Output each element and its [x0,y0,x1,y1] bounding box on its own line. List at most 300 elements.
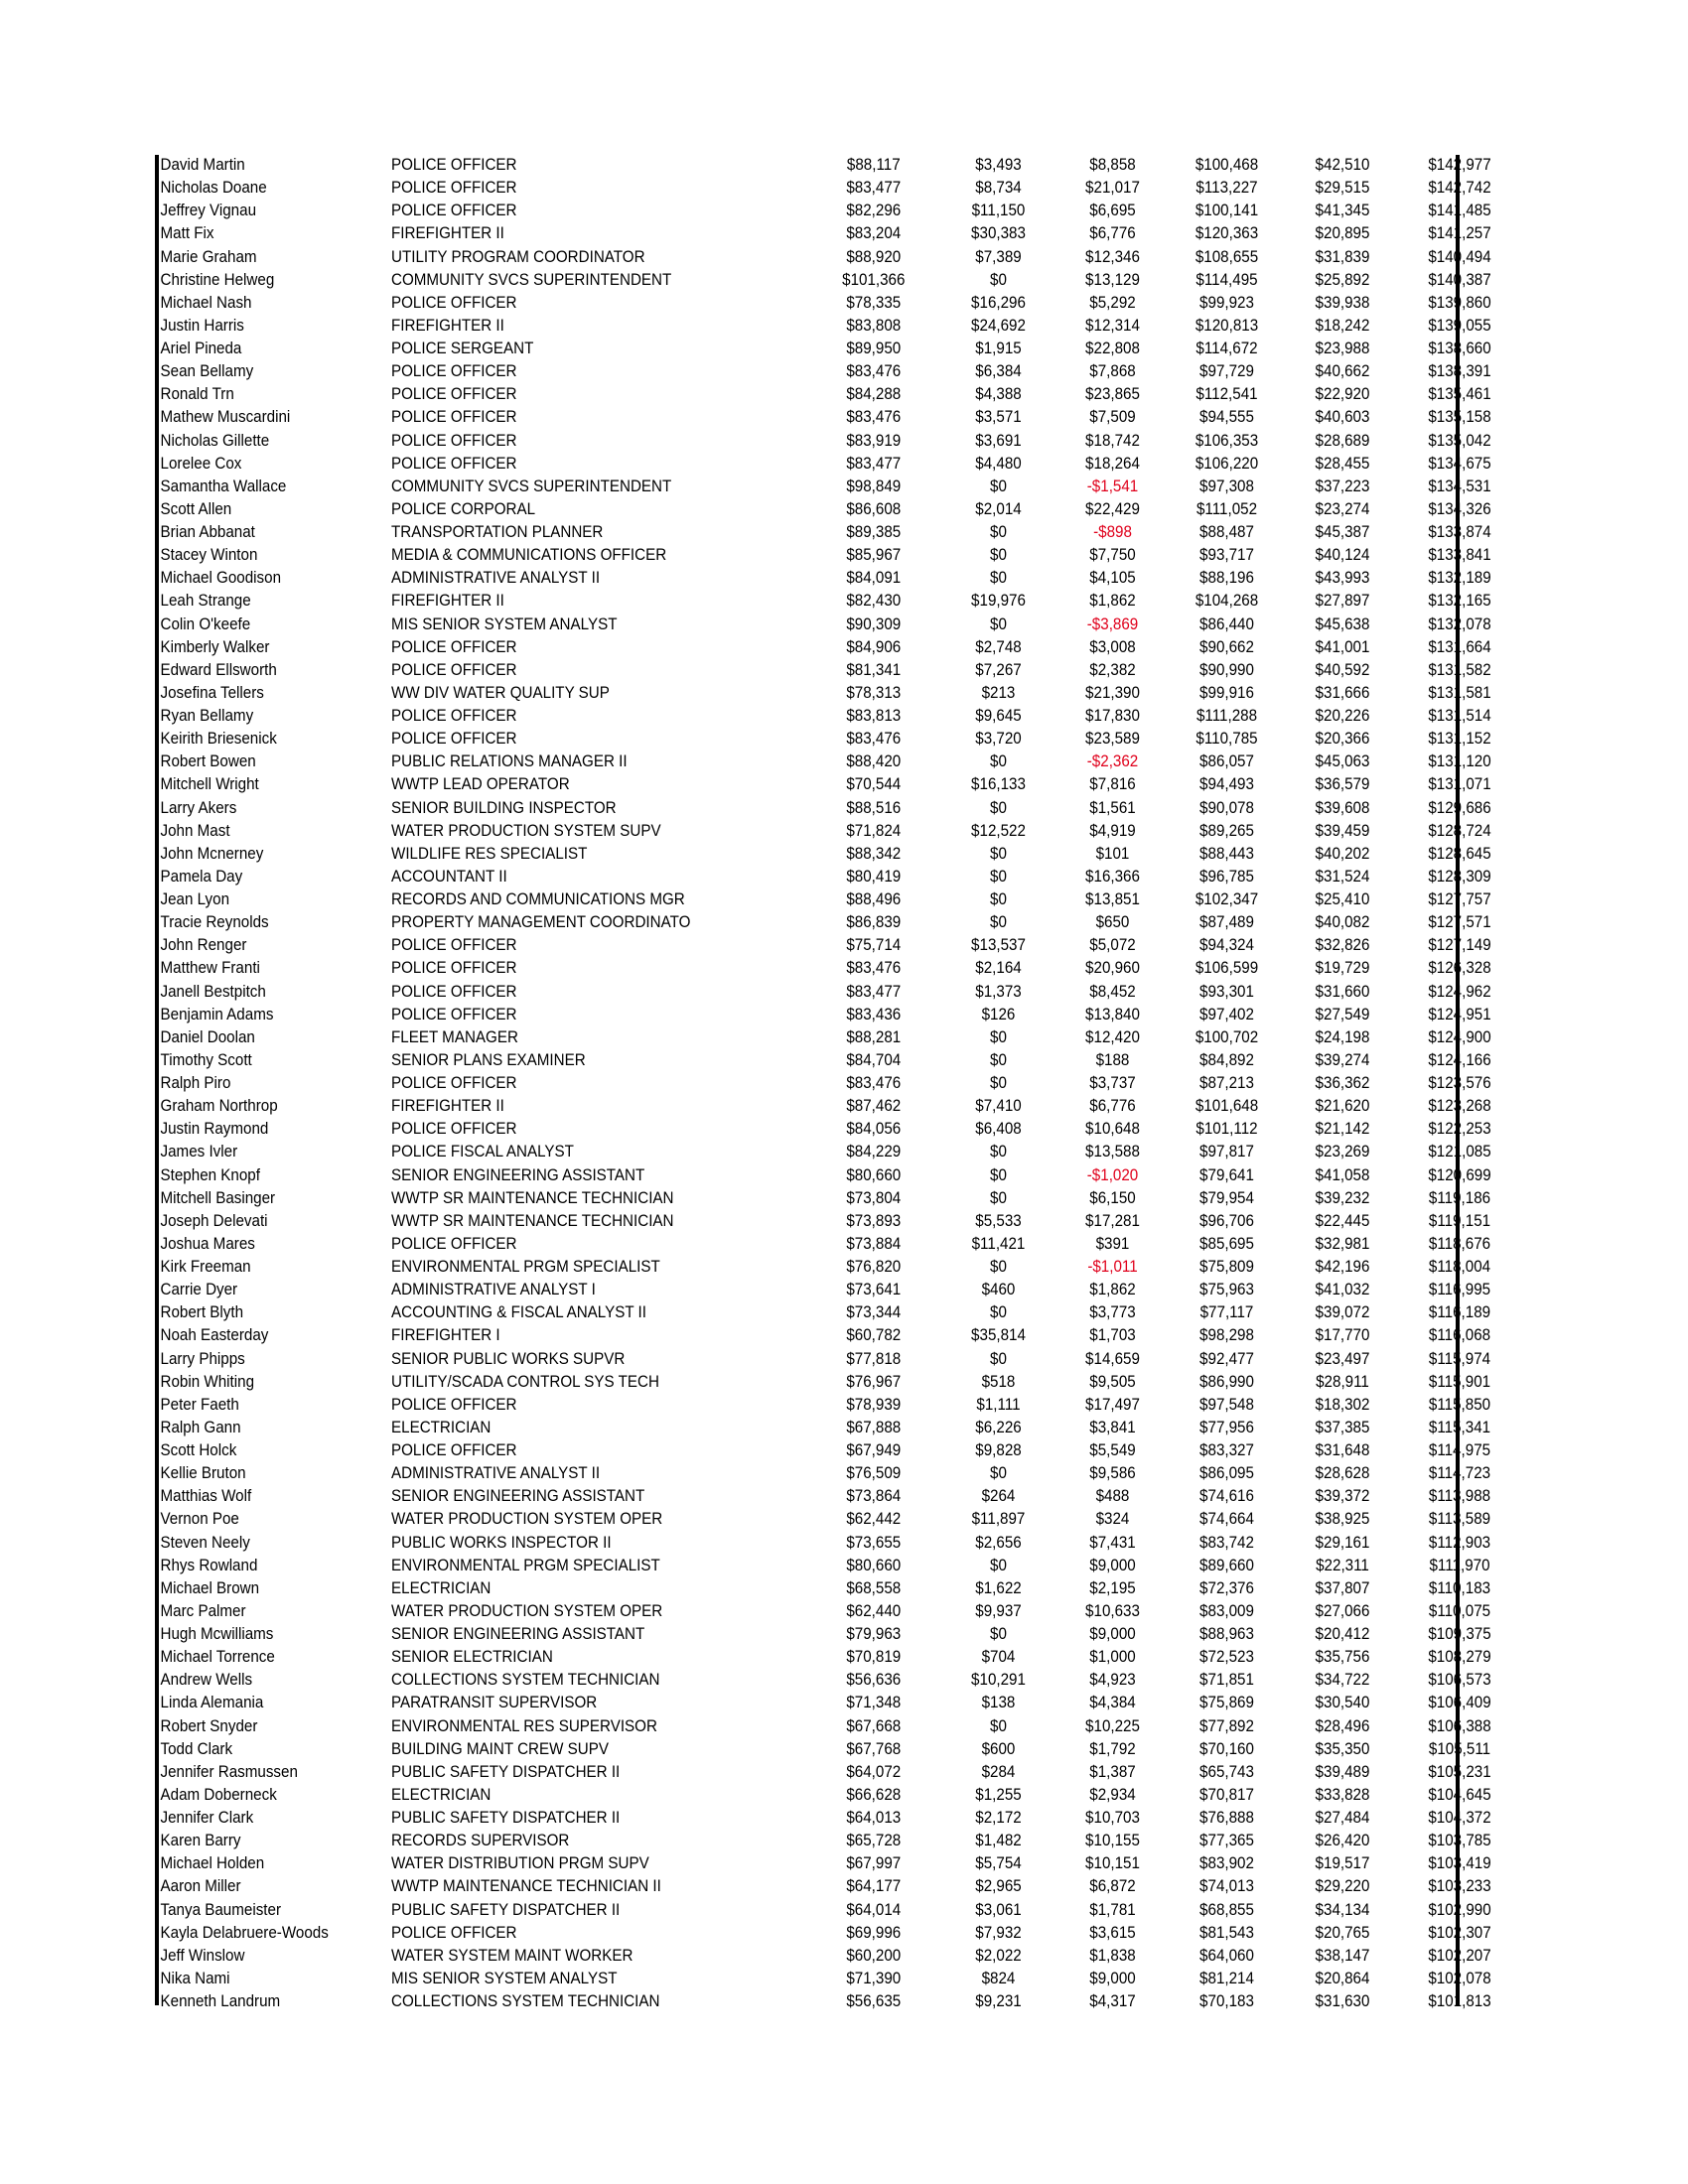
employee-name-cell: Matthias Wolf [160,1487,252,1506]
base-pay-cell: $73,893 [846,1211,902,1230]
other-pay-cell: $3,615 [1089,1923,1136,1942]
base-pay-cell: $70,544 [846,775,902,794]
overtime-pay-cell: $5,533 [975,1211,1022,1230]
total-compensation-cell: $115,341 [1428,1418,1491,1436]
overtime-pay-cell: $4,480 [975,454,1022,473]
overtime-pay-cell: $9,645 [975,707,1022,726]
benefits-cell: $20,226 [1315,707,1370,726]
benefits-cell: $37,223 [1315,477,1370,495]
benefits-cell: $45,063 [1315,752,1370,771]
other-pay-cell: $14,659 [1085,1349,1140,1368]
table-row [155,1784,1518,1807]
total-pay-cell: $96,706 [1199,1211,1254,1230]
table-row [155,751,1518,773]
employee-name-cell: Rhys Rowland [160,1556,258,1574]
total-pay-cell: $77,956 [1199,1418,1254,1436]
base-pay-cell: $71,824 [846,821,902,840]
base-pay-cell: $83,476 [846,959,902,978]
other-pay-cell: $1,781 [1089,1900,1136,1919]
table-row [155,1715,1518,1738]
job-title-cell: POLICE SERGEANT [391,340,534,358]
table-row [155,567,1518,590]
benefits-cell: $29,220 [1315,1877,1370,1896]
benefits-cell: $40,124 [1315,546,1370,565]
overtime-pay-cell: $0 [990,270,1007,289]
benefits-cell: $22,311 [1316,1556,1369,1574]
table-row [155,1187,1518,1210]
other-pay-cell: $13,840 [1085,1005,1140,1024]
total-pay-cell: $89,265 [1199,821,1254,840]
total-pay-cell: $75,963 [1199,1281,1254,1299]
total-compensation-cell: $124,951 [1428,1005,1491,1024]
other-pay-cell: $4,105 [1089,569,1136,588]
job-title-cell: PUBLIC SAFETY DISPATCHER II [391,1809,621,1828]
table-row [155,1371,1518,1394]
base-pay-cell: $77,818 [846,1349,902,1368]
other-pay-cell: $10,633 [1085,1601,1140,1620]
benefits-cell: $40,662 [1315,362,1370,381]
total-pay-cell: $100,702 [1195,1027,1259,1046]
base-pay-cell: $83,204 [846,224,902,243]
overtime-pay-cell: $0 [990,844,1007,863]
other-pay-cell: $4,317 [1089,1992,1136,2011]
benefits-cell: $36,579 [1315,775,1370,794]
total-pay-cell: $100,468 [1195,156,1259,175]
job-title-cell: POLICE OFFICER [391,408,517,427]
table-row [155,521,1518,544]
total-pay-cell: $97,817 [1199,1143,1254,1161]
total-pay-cell: $70,160 [1199,1739,1254,1758]
employee-name-cell: Vernon Poe [160,1510,239,1529]
base-pay-cell: $73,864 [846,1487,902,1506]
base-pay-cell: $83,476 [846,408,902,427]
total-pay-cell: $89,660 [1199,1556,1254,1574]
benefits-cell: $28,689 [1315,431,1370,450]
total-pay-cell: $106,353 [1195,431,1259,450]
base-pay-cell: $76,509 [846,1464,902,1483]
overtime-pay-cell: $3,493 [975,156,1022,175]
total-compensation-cell: $135,042 [1428,431,1491,450]
table-row [155,1072,1518,1095]
overtime-pay-cell: $6,226 [975,1418,1022,1436]
job-title-cell: POLICE OFFICER [391,936,517,955]
base-pay-cell: $71,390 [846,1969,902,1987]
employee-name-cell: Robert Bowen [160,752,256,771]
overtime-pay-cell: $4,388 [975,385,1022,404]
base-pay-cell: $69,996 [846,1923,902,1942]
employee-name-cell: Marc Palmer [160,1601,246,1620]
total-compensation-cell: $131,582 [1428,660,1491,679]
benefits-cell: $40,082 [1315,913,1370,932]
benefits-cell: $20,895 [1315,224,1370,243]
base-pay-cell: $67,668 [846,1716,902,1735]
base-pay-cell: $56,635 [846,1992,902,2011]
overtime-pay-cell: $0 [990,1258,1007,1277]
employee-name-cell: Steven Neely [160,1533,250,1552]
employee-name-cell: Nicholas Doane [160,179,267,198]
overtime-pay-cell: $7,410 [975,1097,1022,1116]
table-row [155,590,1518,613]
base-pay-cell: $80,660 [846,1165,902,1184]
employee-name-cell: Mitchell Basinger [160,1188,276,1207]
table-row [155,934,1518,957]
total-compensation-cell: $106,409 [1428,1694,1491,1712]
base-pay-cell: $67,888 [846,1418,902,1436]
other-pay-cell: $1,862 [1089,1281,1136,1299]
total-compensation-cell: $141,257 [1428,224,1491,243]
total-compensation-cell: $128,309 [1428,867,1491,886]
benefits-cell: $31,660 [1315,982,1370,1001]
total-compensation-cell: $138,660 [1428,340,1491,358]
table-row [155,1210,1518,1233]
overtime-pay-cell: $3,691 [975,431,1022,450]
benefits-cell: $41,032 [1315,1281,1370,1299]
total-pay-cell: $90,078 [1199,798,1254,817]
overtime-pay-cell: $0 [990,890,1007,909]
table-row [155,383,1518,406]
benefits-cell: $32,981 [1315,1234,1370,1253]
total-pay-cell: $114,672 [1196,340,1258,358]
table-row [155,1577,1518,1600]
job-title-cell: SENIOR ENGINEERING ASSISTANT [391,1625,645,1644]
base-pay-cell: $85,967 [846,546,902,565]
payroll-table-body [155,154,1518,2013]
employee-name-cell: Joseph Delevati [160,1211,268,1230]
overtime-pay-cell: $0 [990,1165,1007,1184]
job-title-cell: WATER PRODUCTION SYSTEM SUPV [391,821,661,840]
table-row [155,269,1518,292]
base-pay-cell: $73,804 [846,1188,902,1207]
base-pay-cell: $64,013 [846,1809,902,1828]
total-pay-cell: $65,743 [1199,1762,1254,1781]
job-title-cell: SENIOR PUBLIC WORKS SUPVR [391,1349,626,1368]
job-title-cell: SENIOR PLANS EXAMINER [391,1050,586,1069]
total-pay-cell: $99,916 [1199,683,1254,702]
base-pay-cell: $62,440 [846,1601,902,1620]
employee-name-cell: Benjamin Adams [160,1005,274,1024]
job-title-cell: POLICE OFFICER [391,156,517,175]
other-pay-cell: $9,505 [1089,1372,1136,1391]
overtime-pay-cell: $10,291 [971,1671,1026,1690]
total-pay-cell: $68,855 [1199,1900,1254,1919]
employee-name-cell: Graham Northrop [160,1097,278,1116]
table-row [155,315,1518,338]
total-pay-cell: $111,052 [1196,499,1258,518]
total-compensation-cell: $115,901 [1428,1372,1491,1391]
overtime-pay-cell: $0 [990,1716,1007,1735]
total-compensation-cell: $131,581 [1428,683,1491,702]
job-title-cell: POLICE OFFICER [391,454,517,473]
other-pay-cell: $1,862 [1089,592,1136,611]
total-pay-cell: $90,990 [1199,660,1254,679]
benefits-cell: $20,412 [1315,1625,1370,1644]
total-compensation-cell: $116,995 [1428,1281,1491,1299]
total-compensation-cell: $118,004 [1428,1258,1491,1277]
benefits-cell: $31,666 [1315,683,1370,702]
other-pay-cell: $23,865 [1085,385,1140,404]
job-title-cell: POLICE OFFICER [391,179,517,198]
other-pay-cell: $6,776 [1089,224,1136,243]
job-title-cell: WATER DISTRIBUTION PRGM SUPV [391,1854,649,1873]
overtime-pay-cell: $13,537 [971,936,1026,955]
benefits-cell: $23,274 [1315,499,1370,518]
benefits-cell: $39,608 [1315,798,1370,817]
total-pay-cell: $88,196 [1199,569,1254,588]
total-compensation-cell: $102,990 [1428,1900,1491,1919]
benefits-cell: $21,620 [1315,1097,1370,1116]
overtime-pay-cell: $213 [981,683,1016,702]
other-pay-cell: $12,346 [1085,247,1140,266]
overtime-pay-cell: $35,814 [971,1326,1026,1345]
base-pay-cell: $71,348 [846,1694,902,1712]
total-compensation-cell: $131,152 [1428,730,1491,749]
job-title-cell: FIREFIGHTER II [391,592,504,611]
table-row [155,1807,1518,1830]
total-pay-cell: $77,365 [1199,1832,1254,1850]
total-compensation-cell: $108,279 [1428,1648,1491,1667]
total-compensation-cell: $134,531 [1428,477,1491,495]
other-pay-cell: $5,549 [1089,1441,1136,1460]
table-row [155,1738,1518,1761]
payroll-sheet [155,154,1491,2013]
other-pay-cell: $21,390 [1085,683,1140,702]
employee-name-cell: Leah Strange [160,592,251,611]
employee-name-cell: Carrie Dyer [160,1281,238,1299]
overtime-pay-cell: $0 [990,477,1007,495]
total-compensation-cell: $116,189 [1428,1303,1491,1322]
total-pay-cell: $79,641 [1199,1165,1254,1184]
benefits-cell: $41,345 [1315,202,1370,220]
employee-name-cell: Kirk Freeman [160,1258,251,1277]
other-pay-cell: $6,150 [1089,1188,1136,1207]
total-pay-cell: $86,057 [1199,752,1254,771]
job-title-cell: TRANSPORTATION PLANNER [391,523,604,542]
employee-name-cell: Jennifer Clark [160,1809,254,1828]
job-title-cell: POLICE OFFICER [391,660,517,679]
base-pay-cell: $67,997 [846,1854,902,1873]
employee-name-cell: Robert Snyder [160,1716,258,1735]
employee-name-cell: John Mast [160,821,230,840]
total-pay-cell: $86,095 [1199,1464,1254,1483]
overtime-pay-cell: $11,897 [971,1510,1026,1529]
payroll-table [155,154,1518,2013]
base-pay-cell: $98,849 [846,477,902,495]
total-compensation-cell: $105,511 [1428,1739,1491,1758]
other-pay-cell: -$1,541 [1086,477,1139,495]
base-pay-cell: $84,906 [846,637,902,656]
job-title-cell: WATER PRODUCTION SYSTEM OPER [391,1510,663,1529]
job-title-cell: RECORDS SUPERVISOR [391,1832,570,1850]
table-row [155,1394,1518,1417]
benefits-cell: $28,628 [1315,1464,1370,1483]
benefits-cell: $31,648 [1315,1441,1370,1460]
table-row [155,1417,1518,1439]
job-title-cell: FIREFIGHTER II [391,1097,504,1116]
employee-name-cell: Karen Barry [160,1832,241,1850]
table-row [155,773,1518,796]
total-pay-cell: $75,809 [1199,1258,1254,1277]
table-row [155,1279,1518,1301]
table-row [155,1462,1518,1485]
other-pay-cell: -$898 [1093,523,1132,542]
other-pay-cell: $10,225 [1085,1716,1140,1735]
total-pay-cell: $93,301 [1199,982,1254,1001]
employee-name-cell: Michael Brown [160,1578,260,1597]
benefits-cell: $42,196 [1315,1258,1370,1277]
total-compensation-cell: $131,514 [1428,707,1491,726]
total-pay-cell: $87,489 [1199,913,1254,932]
total-compensation-cell: $113,988 [1428,1487,1491,1506]
employee-name-cell: Ariel Pineda [160,340,242,358]
base-pay-cell: $56,636 [846,1671,902,1690]
base-pay-cell: $73,344 [846,1303,902,1322]
overtime-pay-cell: $0 [990,1074,1007,1093]
job-title-cell: SENIOR ELECTRICIAN [391,1648,553,1667]
table-row [155,705,1518,728]
table-row [155,1761,1518,1784]
other-pay-cell: $9,000 [1089,1625,1136,1644]
benefits-cell: $36,362 [1315,1074,1370,1093]
overtime-pay-cell: $7,267 [975,660,1022,679]
total-pay-cell: $87,213 [1199,1074,1254,1093]
total-pay-cell: $88,443 [1199,844,1254,863]
overtime-pay-cell: $0 [990,1464,1007,1483]
overtime-pay-cell: $3,571 [975,408,1022,427]
table-row [155,544,1518,567]
total-pay-cell: $106,599 [1195,959,1259,978]
benefits-cell: $41,058 [1315,1165,1370,1184]
benefits-cell: $38,925 [1315,1510,1370,1529]
total-compensation-cell: $121,085 [1428,1143,1491,1161]
overtime-pay-cell: $0 [990,1050,1007,1069]
job-title-cell: ADMINISTRATIVE ANALYST I [391,1281,596,1299]
overtime-pay-cell: $3,720 [975,730,1022,749]
other-pay-cell: -$1,020 [1086,1165,1139,1184]
job-title-cell: SENIOR ENGINEERING ASSISTANT [391,1487,645,1506]
other-pay-cell: $12,314 [1085,316,1140,335]
other-pay-cell: -$2,362 [1086,752,1139,771]
total-compensation-cell: $140,387 [1428,270,1491,289]
other-pay-cell: $488 [1095,1487,1130,1506]
employee-name-cell: Justin Harris [160,316,244,335]
job-title-cell: COMMUNITY SVCS SUPERINTENDENT [391,270,672,289]
total-compensation-cell: $110,075 [1428,1601,1491,1620]
job-title-cell: ENVIRONMENTAL PRGM SPECIALIST [391,1258,660,1277]
table-row [155,200,1518,222]
overtime-pay-cell: $126 [981,1005,1016,1024]
employee-name-cell: Christine Helweg [160,270,275,289]
total-compensation-cell: $102,307 [1428,1923,1491,1942]
base-pay-cell: $60,782 [846,1326,902,1345]
total-compensation-cell: $113,589 [1428,1510,1491,1529]
overtime-pay-cell: $2,748 [975,637,1022,656]
overtime-pay-cell: $0 [990,798,1007,817]
total-compensation-cell: $133,874 [1428,523,1491,542]
benefits-cell: $21,142 [1315,1120,1370,1139]
job-title-cell: WWTP MAINTENANCE TECHNICIAN II [391,1877,661,1896]
overtime-pay-cell: $6,408 [975,1120,1022,1139]
other-pay-cell: $7,509 [1089,408,1136,427]
job-title-cell: WATER SYSTEM MAINT WORKER [391,1946,633,1965]
overtime-pay-cell: $2,656 [975,1533,1022,1552]
employee-name-cell: Ralph Gann [160,1418,241,1436]
total-compensation-cell: $141,485 [1428,202,1491,220]
benefits-cell: $20,864 [1315,1969,1370,1987]
benefits-cell: $22,445 [1315,1211,1370,1230]
job-title-cell: ACCOUNTING & FISCAL ANALYST II [391,1303,646,1322]
table-row [155,292,1518,315]
employee-name-cell: Jennifer Rasmussen [160,1762,298,1781]
overtime-pay-cell: $19,976 [971,592,1026,611]
other-pay-cell: $16,366 [1085,867,1140,886]
total-pay-cell: $81,214 [1199,1969,1254,1987]
total-compensation-cell: $119,186 [1428,1188,1491,1207]
other-pay-cell: $6,776 [1089,1097,1136,1116]
benefits-cell: $17,770 [1315,1326,1370,1345]
job-title-cell: ADMINISTRATIVE ANALYST II [391,1464,601,1483]
benefits-cell: $41,001 [1315,637,1370,656]
total-pay-cell: $104,268 [1195,592,1259,611]
benefits-cell: $45,638 [1315,614,1370,633]
table-row [155,406,1518,429]
base-pay-cell: $67,949 [846,1441,902,1460]
overtime-pay-cell: $8,734 [975,179,1022,198]
overtime-pay-cell: $2,172 [975,1809,1022,1828]
base-pay-cell: $82,296 [846,202,902,220]
total-compensation-cell: $124,900 [1428,1027,1491,1046]
total-compensation-cell: $124,962 [1428,982,1491,1001]
employee-name-cell: Tanya Baumeister [160,1900,282,1919]
table-row [155,1899,1518,1922]
total-compensation-cell: $109,375 [1428,1625,1491,1644]
overtime-pay-cell: $5,754 [975,1854,1022,1873]
total-pay-cell: $83,327 [1199,1441,1254,1460]
overtime-pay-cell: $704 [981,1648,1016,1667]
overtime-pay-cell: $0 [990,1556,1007,1574]
base-pay-cell: $83,813 [846,707,902,726]
base-pay-cell: $66,628 [846,1785,902,1804]
base-pay-cell: $90,309 [846,614,902,633]
overtime-pay-cell: $9,828 [975,1441,1022,1460]
table-row [155,1922,1518,1945]
employee-name-cell: Robin Whiting [160,1372,255,1391]
total-pay-cell: $99,923 [1199,293,1254,312]
overtime-pay-cell: $0 [990,752,1007,771]
employee-name-cell: Timothy Scott [160,1050,252,1069]
table-row [155,888,1518,911]
total-compensation-cell: $118,676 [1428,1234,1491,1253]
benefits-cell: $18,242 [1315,316,1370,335]
employee-name-cell: Robert Blyth [160,1303,244,1322]
table-row [155,1026,1518,1049]
base-pay-cell: $80,660 [846,1556,902,1574]
overtime-pay-cell: $9,937 [975,1601,1022,1620]
other-pay-cell: $23,589 [1085,730,1140,749]
job-title-cell: POLICE OFFICER [391,1441,517,1460]
employee-name-cell: John Renger [160,936,247,955]
benefits-cell: $43,993 [1315,569,1370,588]
benefits-cell: $38,147 [1315,1946,1370,1965]
employee-name-cell: Matt Fix [160,224,214,243]
employee-name-cell: Justin Raymond [160,1120,269,1139]
job-title-cell: POLICE OFFICER [391,431,517,450]
base-pay-cell: $78,939 [846,1395,902,1414]
job-title-cell: WWTP SR MAINTENANCE TECHNICIAN [391,1188,674,1207]
job-title-cell: PUBLIC SAFETY DISPATCHER II [391,1900,621,1919]
employee-name-cell: Scott Holck [160,1441,237,1460]
other-pay-cell: $9,000 [1089,1556,1136,1574]
other-pay-cell: $13,851 [1085,890,1140,909]
